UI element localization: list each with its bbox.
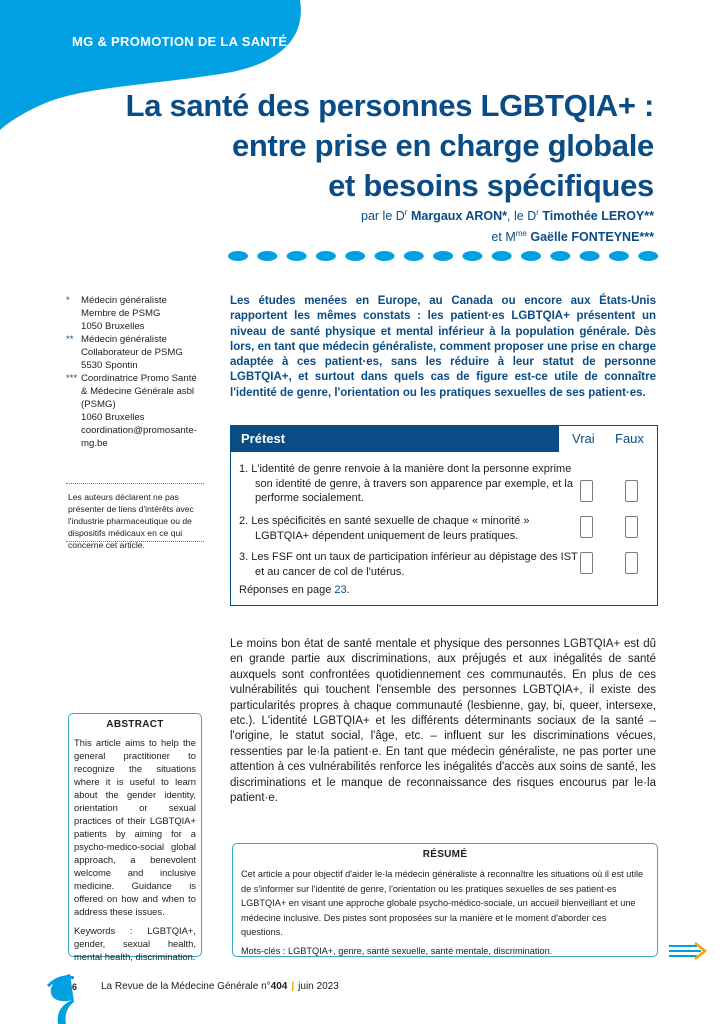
divider-dot: [287, 251, 307, 261]
divider-dot: [462, 251, 482, 261]
divider-dot: [609, 251, 629, 261]
column-false: Faux: [615, 431, 644, 446]
author-3: Gaëlle FONTEYNE***: [530, 230, 654, 245]
resume-keywords: Mots-clés : LGBTQIA+, genre, santé sexuelle, santé mentale, discrimination.: [241, 945, 553, 956]
footer-swoosh: [44, 970, 74, 1024]
question-3: 3. Les FSF ont un taux de participation inférieur au dépistage des IST et au cancer de col de l'utérus.: [239, 551, 578, 578]
affiliations: [66, 294, 206, 450]
q3-false-checkbox[interactable]: [625, 552, 638, 574]
author-2: Timothée LEROY**: [542, 209, 654, 224]
divider-dot: [550, 251, 570, 261]
page-number: 6: [72, 982, 78, 992]
byline: par le $D^r$ Margaux ARON*, le $D^r$ Timothée LEROY** et $M^{me}$ Gaëlle FONTEYNE***: [361, 208, 654, 245]
question-2: 2. Les spécificités en santé sexuelle de chaque « minorité » LGBTQIA+ dépendent uniquement de leurs pratiques.: [239, 515, 530, 542]
divider-dot: [638, 251, 658, 261]
divider-dot: [404, 251, 424, 261]
divider-dot: [580, 251, 600, 261]
author-1: Margaux ARON*: [410, 209, 508, 224]
title-line-1: La santé des personnes LGBTQIA+ :: [125, 88, 654, 123]
divider-dot: [316, 251, 336, 261]
answers-page-link[interactable]: 23: [334, 584, 347, 596]
affiliation-1: * Médecin généraliste Membre de PSMG 1050 Bruxelles: [66, 295, 167, 332]
title-line-2: entre prise en charge globale: [231, 128, 654, 163]
divider: [66, 483, 204, 484]
q1-true-checkbox[interactable]: [580, 480, 593, 502]
q3-true-checkbox[interactable]: [580, 552, 593, 574]
resume-box: [232, 843, 658, 957]
abstract-box: [68, 713, 202, 962]
pretest-title: Prétest: [241, 431, 286, 446]
divider-dot: [375, 251, 395, 261]
dots-divider: [228, 250, 660, 262]
q1-false-checkbox[interactable]: [625, 480, 638, 502]
arrows-icon: [667, 942, 707, 960]
affiliation-3: *** Coordinatrice Promo Santé & Médecine Générale asbl (PSMG) 1060 Bruxelles coordination@promosante-mg.be: [66, 373, 197, 449]
question-1: 1. L'identité de genre renvoie à la manière dont la personne exprime son identité de genre, à travers son apparence par exemple, et la performe socialement.: [239, 463, 573, 504]
column-true: Vrai: [572, 431, 595, 446]
contact-email[interactable]: coordination@promosante-mg.be: [81, 425, 197, 449]
divider-dot: [492, 251, 512, 261]
resume-heading: RÉSUMÉ: [422, 849, 468, 860]
intro-paragraph: Les études menées en Europe, au Canada ou encore aux États-Unis rapportent les mêmes constats : les patient·es LGBTQIA+ présentent un niveau de santé physique et mental inférieur à la population générale. Dès lors, en tant que médecin généraliste, comment proposer une prise en charge adaptée à ces patient·es, sans les réduire à leur statut de personne LGBTQIA+, et surtout dans quels cas de figure est-ce utile de connaître l'identité de genre, l'orientation ou les pratiques sexuelles de ses patient·es.: [230, 295, 656, 399]
pretest-box: [230, 425, 658, 606]
affiliation-2: ** Médecin généraliste Collaborateur de PSMG 5530 Spontin: [66, 334, 183, 371]
article-title: [54, 86, 654, 206]
divider-dot: [433, 251, 453, 261]
divider-dot: [521, 251, 541, 261]
title-line-3: et besoins spécifiques: [328, 168, 654, 203]
abstract-text: This article aims to help the general practitioner to recognize the situations where it is useful to learn about the gender identity, orientation or sexual practices of their LGBTQIA+ patients by aiming for a psycho-medico-social global approach, a benevolent welcome and inclusive medicine. Guidance is offered on how and when to address these issues.: [74, 737, 196, 917]
footer-journal: La Revue de la Médecine Générale n°404 | juin 2023: [101, 981, 339, 992]
answers-note: Réponses en page 23.: [239, 584, 350, 596]
divider-dot: [257, 251, 277, 261]
divider-dot: [228, 251, 248, 261]
abstract-heading: ABSTRACT: [106, 719, 164, 730]
divider: [66, 541, 204, 542]
q2-true-checkbox[interactable]: [580, 516, 593, 538]
resume-text: Cet article a pour objectif d'aider le·la médecin généraliste à reconnaître les situations où il est utile de s'informer sur l'identité de genre, l'orientation ou les pratiques sexuelles de ses patient·es LGBTQIA+ en visant une approche globale psycho-médico-sociale, un accueil bienveillant et une médecine inclusive. Des pistes sont proposées sur la manière et le moment d'aborder ces questions.: [241, 869, 644, 937]
conflict-disclosure: Les auteurs déclarent ne pas présenter de liens d'intérêts avec l'industrie pharmaceutique ou de dispositifs médicaux en ce qui concerne cet article.: [68, 492, 194, 550]
section-tag: MG & PROMOTION DE LA SANTÉ: [72, 34, 288, 49]
abstract-keywords: Keywords : LGBTQIA+, gender, sexual health, mental health, discrimination.: [74, 925, 196, 962]
body-paragraph: Le moins bon état de santé mentale et physique des personnes LGBTQIA+ est dû en grande partie aux discriminations, aux préjugés et aux inégalités de santé auxquels sont confrontées quotidiennement ces communautés. En plus de ces vulnérabilités qui touchent l'ensemble des personnes LGBTQIA+, il existe des particularités propres à chaque communauté (lesbienne, gay, bi, queer, intersexe, etc.). L'identité LGBTQIA+ et les différents déterminants sociaux de la santé – l'origine, le statut social, l'âge, etc. – influent sur les discriminations vécues, ressenties par le·la patient·e. En tant que médecin généraliste, ne pas porter une attention à ces vulnérabilités renforce les inégalités d'accès aux soins de santé, les discriminations et le manque de reconnaissance des risques encourus par le·la patient·e.: [230, 638, 656, 805]
q2-false-checkbox[interactable]: [625, 516, 638, 538]
divider-dot: [345, 251, 365, 261]
